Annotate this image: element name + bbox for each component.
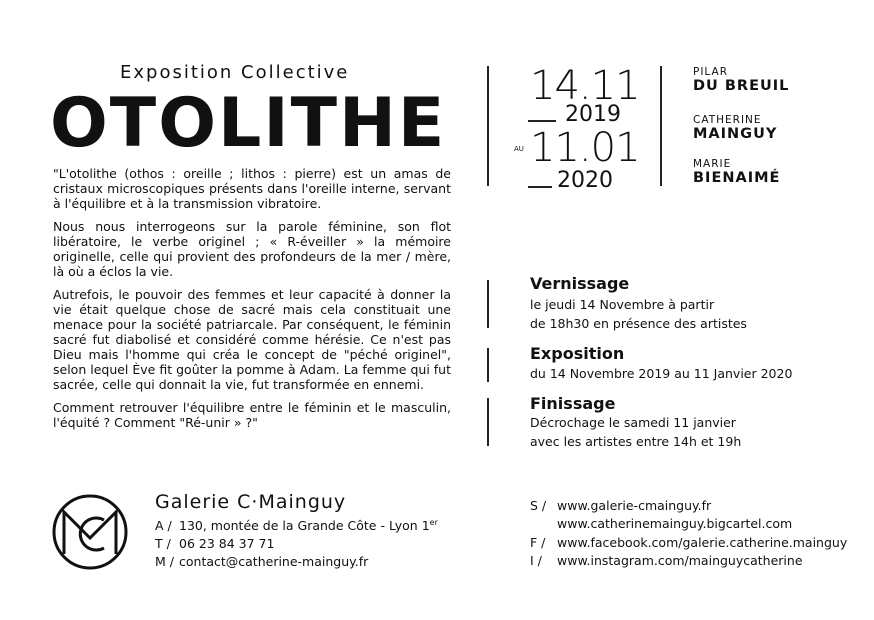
description-paragraph: Autrefois, le pouvoir des femmes et leur capacité à donner la vie était quelque chose de sacré mais cela constituait une menace pour la société patriarcale. Par conséquent, le féminin sacré fut diabolisé et considéré comme hérésie. Ce n'est pas Dieu mais l'homme qui créa le concept de "péché originel", selon lequel Ève fit goûter la pomme à Adam. La femme qui fut sacrée, celle qui donnait la vie, fut transformée en ennemi. [53, 287, 451, 392]
gallery-logo [52, 494, 128, 570]
address-sup: er [429, 518, 438, 527]
phone-prefix: T / [155, 536, 171, 551]
start-date: 14.11 [530, 63, 640, 109]
event-title: Exposition [530, 344, 625, 363]
artist-last-name: DU BREUIL [693, 78, 790, 94]
gallery-name: Galerie C·Mainguy [155, 491, 347, 513]
facebook-link[interactable]: www.facebook.com/galerie.catherine.mainguy [557, 535, 848, 550]
exhibition-subtitle: Exposition Collective [120, 62, 350, 83]
site-link-1[interactable]: www.galerie-cmainguy.fr [557, 498, 712, 513]
mail-link[interactable]: contact@catherine-mainguy.fr [179, 554, 369, 569]
address-prefix: A / [155, 518, 172, 534]
au-label: AU [514, 145, 524, 153]
event-title: Vernissage [530, 274, 630, 293]
dash [528, 120, 556, 122]
description-paragraph: Nous nous interrogeons sur la parole féminine, son flot libératoire, le verbe originel ; « R-éveiller » la mémoire originelle, celle qui provient des profondeurs de la mer / mère, là où a éclos la vie. [53, 219, 451, 279]
instagram-prefix: I / [530, 553, 542, 568]
artist-first-name: MARIE [693, 158, 732, 170]
divider-left [487, 66, 489, 186]
artist-first-name: PILAR [693, 66, 728, 78]
mail-prefix: M / [155, 554, 174, 569]
artist [693, 158, 780, 186]
description-paragraph: "L'otolithe (othos : oreille ; lithos : pierre) est un amas de cristaux microscopiques présents dans l'oreille interne, servant à l'équilibre et à la transmission vibratoire. [53, 166, 451, 211]
exhibition-title: OTOLITHE [50, 84, 447, 163]
site-link-2[interactable]: www.catherinemainguy.bigcartel.com [557, 516, 793, 531]
artist-first-name: CATHERINE [693, 114, 762, 126]
event-line: le jeudi 14 Novembre à partir [530, 297, 715, 312]
end-date: 11.01 [530, 125, 640, 171]
event-line: du 14 Novembre 2019 au 11 Janvier 2020 [530, 366, 793, 381]
dash [528, 186, 552, 188]
instagram-link[interactable]: www.instagram.com/mainguycatherine [557, 553, 803, 568]
gallery-address [155, 518, 438, 533]
event-divider [487, 348, 489, 382]
address-text: 130, montée de la Grande Côte - Lyon 1 [179, 518, 430, 534]
artist-last-name: MAINGUY [693, 126, 778, 142]
facebook-prefix: F / [530, 535, 546, 550]
description-paragraph: Comment retrouver l'équilibre entre le féminin et le masculin, l'équité ? Comment "Ré-unir » ?" [53, 400, 451, 430]
gallery-mail [155, 554, 368, 569]
event-divider [487, 398, 489, 446]
gallery-phone [155, 536, 274, 551]
site-prefix: S / [530, 498, 547, 513]
event-title: Finissage [530, 394, 616, 413]
start-year: 2019 [565, 102, 621, 127]
event-line: Décrochage le samedi 11 janvier [530, 415, 736, 430]
event-line: de 18h30 en présence des artistes [530, 316, 747, 331]
divider-right [660, 66, 662, 186]
event-divider [487, 280, 489, 328]
artist [693, 66, 789, 94]
artist-last-name: BIENAIMÉ [693, 170, 781, 186]
artist [693, 114, 777, 142]
description [53, 166, 451, 438]
end-year: 2020 [557, 168, 613, 193]
event-line: avec les artistes entre 14h et 19h [530, 434, 742, 449]
phone-text[interactable]: 06 23 84 37 71 [179, 536, 275, 551]
